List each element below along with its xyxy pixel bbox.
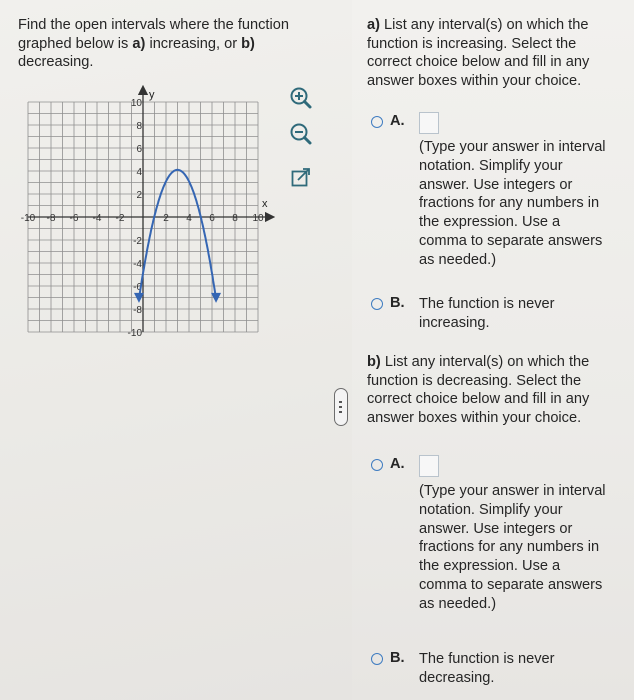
part-a-option-a-label: A.	[390, 113, 405, 129]
x-tick-label: 4	[186, 213, 192, 224]
part-a-option-a-radio[interactable]	[371, 116, 383, 128]
part-b-option-b-text: The function is never decreasing.	[419, 651, 555, 686]
y-tick-label: 8	[136, 121, 142, 132]
part-b-prompt: b) List any interval(s) on which the function is decreasing. Select the correct choice below and fill in any answer boxes within your choice.	[367, 354, 590, 426]
y-tick-label: -4	[133, 259, 142, 270]
y-tick-label: 10	[130, 98, 142, 109]
x-tick-label: 8	[232, 213, 238, 224]
part-b-option-b-label: B.	[390, 650, 405, 666]
popout-button[interactable]	[289, 166, 313, 190]
part-a-prompt: a) List any interval(s) on which the function is increasing. Select the correct choice below and fill in any answer boxes within your choice.	[367, 17, 590, 89]
x-tick-label: 6	[209, 213, 215, 224]
part-b-answer-box[interactable]	[419, 455, 439, 477]
y-tick-label: -2	[133, 236, 142, 247]
zoom-out-button[interactable]	[289, 122, 313, 146]
x-tick-label: -8	[46, 213, 56, 224]
x-tick-label: 2	[163, 213, 169, 224]
y-tick-label: -10	[127, 328, 142, 339]
part-a-answer-box[interactable]	[419, 112, 439, 134]
graph-axes	[28, 90, 270, 332]
question-text: Find the open intervals where the function graphed below is a) increasing, or b) decreasing.	[18, 17, 289, 70]
x-tick-label: -2	[115, 213, 125, 224]
x-axis-label: x	[262, 198, 268, 210]
x-tick-label: -4	[92, 213, 102, 224]
y-tick-label: 2	[136, 190, 142, 201]
part-a-option-b-label: B.	[390, 295, 405, 311]
part-b-option-a-label: A.	[390, 456, 405, 472]
part-a-option-b-text: The function is never increasing.	[419, 296, 555, 331]
x-tick-label: -10	[20, 213, 36, 224]
x-tick-label: 10	[252, 213, 264, 224]
x-tick-label: -6	[69, 213, 79, 224]
zoom-out-icon	[289, 122, 313, 146]
y-tick-label: -8	[133, 305, 142, 316]
y-axis-label: y	[149, 89, 155, 101]
external-link-icon	[289, 166, 313, 190]
function-graph	[20, 88, 284, 339]
y-tick-label: 6	[136, 144, 142, 155]
part-a-option-a-hint: (Type your answer in interval notation. Simplify your answer. Use integers or fractions for any numbers in the expression. Use a comma to separate answers as needed.)	[419, 139, 606, 268]
y-tick-label: 4	[136, 167, 142, 178]
part-a-option-b-radio[interactable]	[371, 298, 383, 310]
part-b-option-a-radio[interactable]	[371, 459, 383, 471]
zoom-in-icon	[289, 86, 313, 110]
y-tick-label: -6	[133, 282, 142, 293]
part-b-option-a-hint: (Type your answer in interval notation. Simplify your answer. Use integers or fractions for any numbers in the expression. Use a comma to separate answers as needed.)	[419, 483, 606, 612]
pane-resize-handle[interactable]	[334, 388, 348, 426]
zoom-in-button[interactable]	[289, 86, 313, 110]
part-b-option-b-radio[interactable]	[371, 653, 383, 665]
curve-arrow-right	[211, 293, 221, 303]
